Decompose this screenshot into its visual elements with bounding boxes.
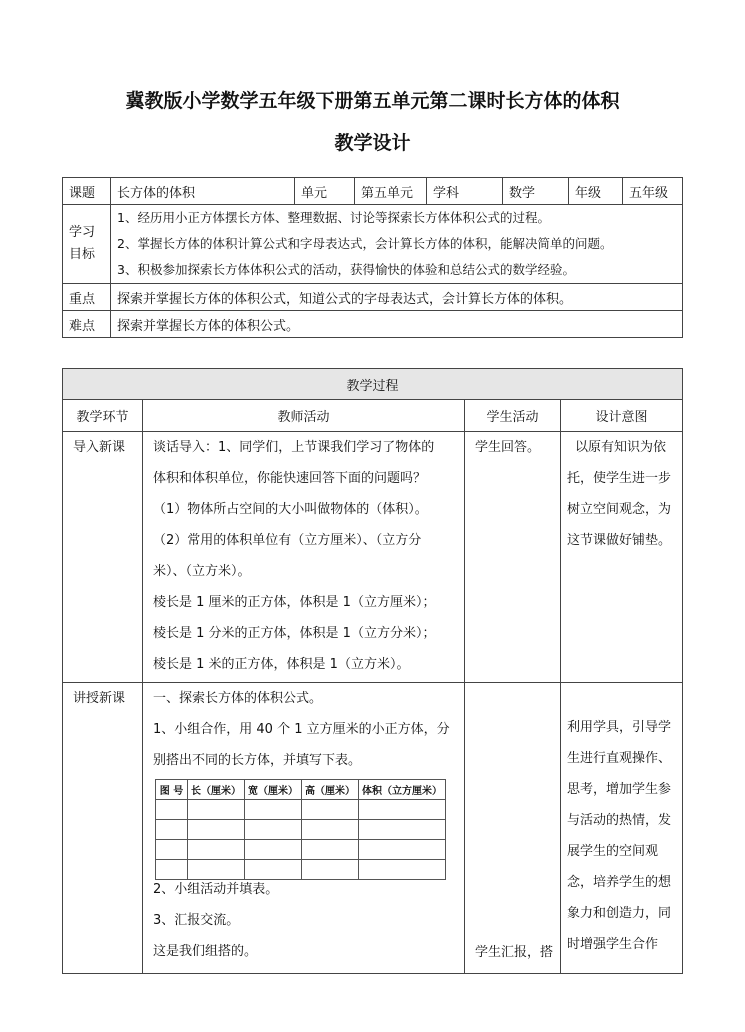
teacher-line: 棱长是 1 米的正方体，体积是 1（立方米）。 <box>153 657 410 672</box>
document-title: 冀教版小学数学五年级下册第五单元第二课时长方体的体积 <box>125 90 620 112</box>
teacher-line: 米）、（立方米）。 <box>153 564 251 579</box>
unit-label: 单元 <box>295 178 355 205</box>
design-intent-cell <box>561 432 683 683</box>
teacher-line: 棱长是 1 分米的正方体，体积是 1（立方分米）； <box>153 626 436 641</box>
objectives-label: 学习目标 <box>63 205 111 284</box>
teacher-line: （1）物体所占空间的大小叫做物体的（体积）。 <box>153 502 428 517</box>
inner-header-length: 长（厘米） <box>188 780 245 800</box>
inner-header-volume: 体积（立方厘米） <box>359 780 446 800</box>
teacher-activity-cell <box>143 432 465 683</box>
column-header-teacher: 教师活动 <box>143 400 465 432</box>
teaching-process-table <box>62 368 683 974</box>
teacher-line: 棱长是 1 厘米的正方体，体积是 1（立方厘米）； <box>153 595 436 610</box>
key-point-label: 重点 <box>63 284 111 311</box>
teacher-line: 1、小组合作，用 40 个 1 立方厘米的小正方体，分 <box>153 722 450 737</box>
teacher-line: 这是我们组搭的。 <box>153 944 258 959</box>
design-line: 树立空间观念，为 <box>567 502 672 517</box>
document-subtitle: 教学设计 <box>334 132 411 154</box>
objective-item: 2、掌握长方体的体积计算公式和字母表达式，会计算长方体的体积，能解决简单的问题。 <box>117 236 613 251</box>
design-intent-cell <box>561 683 683 974</box>
teacher-line: （2）常用的体积单位有（立方厘米）、（立方分 <box>153 533 422 548</box>
unit-value: 第五单元 <box>355 178 427 205</box>
topic-value: 长方体的体积 <box>111 178 295 205</box>
design-line: 象力和创造力，同 <box>567 906 672 921</box>
column-header-design: 设计意图 <box>561 400 683 432</box>
design-line: 以原有知识为依 <box>575 440 667 455</box>
design-line: 时增强学生合作 <box>567 937 659 952</box>
teacher-line: 体积和体积单位，你能快速回答下面的问题吗？ <box>153 471 427 486</box>
table-row <box>156 820 446 840</box>
design-line: 与活动的热情，发 <box>567 813 672 828</box>
design-line: 利用学具，引导学 <box>567 720 672 735</box>
inner-header-figure: 图 号 <box>156 780 188 800</box>
stage-cell <box>63 683 143 974</box>
student-activity: 学生汇报，搭 <box>475 945 554 960</box>
stage-label: 导入新课 <box>73 440 126 455</box>
table-row <box>156 800 446 820</box>
student-activity-cell <box>465 432 561 683</box>
process-header: 教学过程 <box>63 369 683 400</box>
subject-label: 学科 <box>427 178 503 205</box>
design-line: 展学生的空间观 <box>567 844 659 859</box>
design-line: 生进行直观操作、 <box>567 751 672 766</box>
teacher-line: 3、汇报交流。 <box>153 913 240 928</box>
objectives-list <box>111 205 683 284</box>
objective-item: 3、积极参加探索长方体体积公式的活动，获得愉快的体验和总结公式的数学经验。 <box>117 262 575 277</box>
inner-header-width: 宽（厘米） <box>245 780 302 800</box>
difficulty-label: 难点 <box>63 311 111 338</box>
cuboid-data-table <box>155 779 446 880</box>
stage-label: 讲授新课 <box>73 691 126 706</box>
table-row <box>156 860 446 880</box>
key-point-value: 探索并掌握长方体的体积公式，知道公式的字母表达式，会计算长方体的体积。 <box>111 284 683 311</box>
difficulty-value: 探索并掌握长方体的体积公式。 <box>111 311 683 338</box>
column-header-stage: 教学环节 <box>63 400 143 432</box>
teacher-line: 别搭出不同的长方体，并填写下表。 <box>153 753 362 768</box>
stage-cell <box>63 432 143 683</box>
table-row <box>156 840 446 860</box>
column-header-student: 学生活动 <box>465 400 561 432</box>
subject-value: 数学 <box>503 178 569 205</box>
lesson-info-table <box>62 177 683 338</box>
topic-label: 课题 <box>63 178 111 205</box>
design-line: 这节课做好铺垫。 <box>567 533 672 548</box>
teacher-line: 2、小组活动并填表。 <box>153 882 279 897</box>
design-line: 思考，增加学生参 <box>567 782 672 797</box>
teacher-line: 一、探索长方体的体积公式。 <box>153 691 323 706</box>
grade-value: 五年级 <box>623 178 683 205</box>
design-line: 托，使学生进一步 <box>567 471 672 486</box>
student-activity: 学生回答。 <box>475 440 541 455</box>
student-activity-cell <box>465 683 561 974</box>
design-line: 念，培养学生的想 <box>567 875 672 890</box>
objective-item: 1、经历用小正方体摆长方体、整理数据、讨论等探索长方体体积公式的过程。 <box>117 210 550 225</box>
grade-label: 年级 <box>569 178 623 205</box>
teacher-line: 谈话导入：1、同学们，上节课我们学习了物体的 <box>153 440 435 455</box>
inner-header-height: 高（厘米） <box>302 780 359 800</box>
